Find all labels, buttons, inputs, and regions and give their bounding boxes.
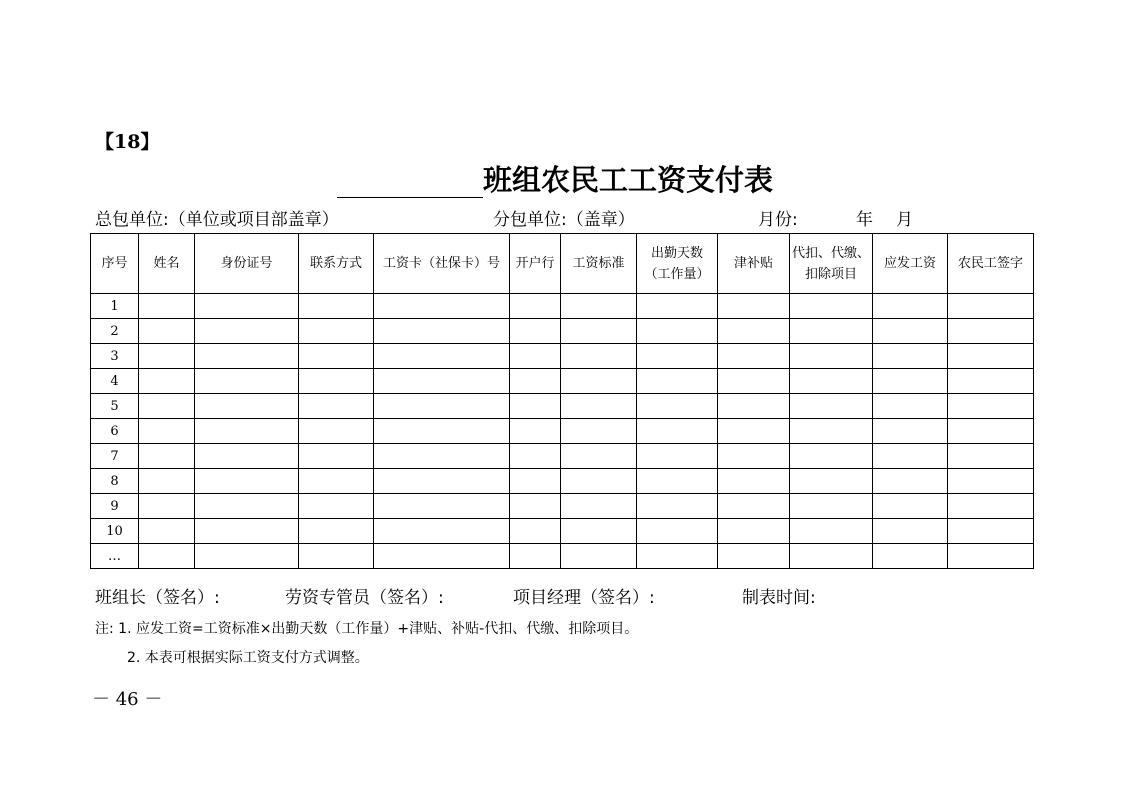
table-cell bbox=[195, 519, 299, 544]
table-cell bbox=[195, 294, 299, 319]
team-leader-signature-label: 班组长（签名）: bbox=[95, 588, 220, 608]
table-cell bbox=[873, 394, 948, 419]
column-header-text: 工资卡（社保卡）号 bbox=[382, 256, 500, 271]
column-header-text: 姓名 bbox=[153, 256, 180, 271]
table-row bbox=[91, 344, 1034, 369]
table-cell bbox=[873, 344, 948, 369]
title-block bbox=[337, 162, 773, 198]
column-header bbox=[374, 234, 510, 294]
column-header-text: 开户行 bbox=[515, 256, 555, 271]
table-cell bbox=[561, 469, 637, 494]
table-cell bbox=[510, 294, 561, 319]
month-label: 月份: bbox=[758, 210, 798, 230]
column-header-text: 出勤天数 bbox=[650, 245, 703, 261]
table-cell bbox=[873, 444, 948, 469]
table-cell bbox=[718, 519, 790, 544]
table-cell bbox=[299, 544, 374, 569]
column-header-text: （工作量） bbox=[644, 266, 710, 282]
table-cell bbox=[790, 544, 873, 569]
table-cell bbox=[637, 469, 718, 494]
table-cell bbox=[139, 394, 195, 419]
table-cell bbox=[637, 319, 718, 344]
table-cell bbox=[948, 344, 1034, 369]
table-cell bbox=[139, 419, 195, 444]
column-header-text: 身份证号 bbox=[220, 256, 273, 271]
table-cell bbox=[510, 394, 561, 419]
column-header bbox=[790, 234, 873, 294]
table-row bbox=[91, 319, 1034, 344]
column-header bbox=[873, 234, 948, 294]
table-cell bbox=[637, 369, 718, 394]
table-cell bbox=[195, 419, 299, 444]
table-cell bbox=[637, 394, 718, 419]
table-cell bbox=[718, 444, 790, 469]
table-cell bbox=[510, 519, 561, 544]
table-cell bbox=[718, 319, 790, 344]
team-name-blank bbox=[337, 164, 483, 198]
column-header-text: 联系方式 bbox=[309, 256, 362, 271]
table-row bbox=[91, 494, 1034, 519]
table-cell bbox=[948, 319, 1034, 344]
page-number: － 46 － bbox=[92, 689, 163, 710]
table-cell bbox=[873, 294, 948, 319]
table-row bbox=[91, 394, 1034, 419]
table-cell bbox=[510, 444, 561, 469]
table-cell bbox=[790, 394, 873, 419]
table-cell bbox=[873, 519, 948, 544]
table-cell bbox=[374, 319, 510, 344]
labor-officer-signature-label: 劳资专管员（签名）: bbox=[285, 588, 444, 608]
table-cell bbox=[873, 494, 948, 519]
note-line-2: 2. 本表可根据实际工资支付方式调整。 bbox=[127, 650, 369, 666]
table-cell bbox=[195, 344, 299, 369]
table-cell bbox=[139, 519, 195, 544]
table-cell bbox=[299, 494, 374, 519]
row-number-cell: 3 bbox=[91, 344, 139, 369]
row-number-cell: 9 bbox=[91, 494, 139, 519]
table-cell bbox=[195, 394, 299, 419]
table-cell bbox=[374, 394, 510, 419]
table-cell bbox=[374, 544, 510, 569]
table-cell bbox=[561, 294, 637, 319]
table-cell bbox=[195, 469, 299, 494]
table-cell bbox=[948, 544, 1034, 569]
table-cell bbox=[510, 369, 561, 394]
table-cell bbox=[790, 419, 873, 444]
table-cell bbox=[299, 519, 374, 544]
row-number-cell: 7 bbox=[91, 444, 139, 469]
column-header bbox=[139, 234, 195, 294]
column-header-text: 应发工资 bbox=[883, 256, 936, 271]
row-number-cell: 6 bbox=[91, 419, 139, 444]
table-cell bbox=[510, 469, 561, 494]
table-cell bbox=[299, 419, 374, 444]
table-cell bbox=[790, 294, 873, 319]
table-row bbox=[91, 544, 1034, 569]
table-cell bbox=[561, 519, 637, 544]
column-header-text: 工资标准 bbox=[572, 256, 625, 271]
table-cell bbox=[195, 544, 299, 569]
table-cell bbox=[561, 319, 637, 344]
row-number-cell: 5 bbox=[91, 394, 139, 419]
table-cell bbox=[374, 419, 510, 444]
month-unit-label: 月 bbox=[896, 210, 913, 230]
table-cell bbox=[139, 369, 195, 394]
table-cell bbox=[510, 419, 561, 444]
table-cell bbox=[718, 544, 790, 569]
table-row bbox=[91, 469, 1034, 494]
table-cell bbox=[561, 369, 637, 394]
column-header-text: 津补贴 bbox=[733, 256, 773, 271]
table-cell bbox=[637, 544, 718, 569]
table-cell bbox=[374, 469, 510, 494]
table-cell bbox=[299, 344, 374, 369]
table-cell bbox=[139, 494, 195, 519]
table-cell bbox=[718, 294, 790, 319]
row-number-cell: 4 bbox=[91, 369, 139, 394]
page-title: 班组农民工工资支付表 bbox=[483, 163, 774, 197]
table-cell bbox=[195, 444, 299, 469]
table-cell bbox=[299, 369, 374, 394]
table-cell bbox=[299, 319, 374, 344]
table-cell bbox=[195, 319, 299, 344]
column-header bbox=[510, 234, 561, 294]
table-row bbox=[91, 419, 1034, 444]
table-cell bbox=[510, 344, 561, 369]
table-cell bbox=[374, 369, 510, 394]
table-cell bbox=[299, 469, 374, 494]
table-cell bbox=[139, 294, 195, 319]
table-cell bbox=[948, 419, 1034, 444]
table-cell bbox=[873, 419, 948, 444]
table-cell bbox=[718, 394, 790, 419]
table-cell bbox=[374, 294, 510, 319]
column-header bbox=[91, 234, 139, 294]
table-cell bbox=[637, 294, 718, 319]
table-cell bbox=[637, 494, 718, 519]
table-row bbox=[91, 444, 1034, 469]
table-cell bbox=[948, 369, 1034, 394]
table-cell bbox=[299, 394, 374, 419]
table-cell bbox=[790, 494, 873, 519]
table-cell bbox=[718, 344, 790, 369]
form-number: 【18】 bbox=[95, 131, 160, 153]
table-cell bbox=[637, 519, 718, 544]
table-cell bbox=[561, 394, 637, 419]
column-header-text: 农民工签字 bbox=[957, 256, 1023, 271]
column-header bbox=[718, 234, 790, 294]
table-cell bbox=[139, 319, 195, 344]
table-cell bbox=[637, 419, 718, 444]
column-header bbox=[948, 234, 1034, 294]
year-label: 年 bbox=[856, 210, 873, 230]
table-row bbox=[91, 294, 1034, 319]
table-cell bbox=[510, 319, 561, 344]
general-contractor-label: 总包单位:（单位或项目部盖章） bbox=[95, 210, 339, 230]
table-cell bbox=[873, 544, 948, 569]
table-cell bbox=[374, 519, 510, 544]
row-number-cell: 2 bbox=[91, 319, 139, 344]
table-cell bbox=[873, 369, 948, 394]
table-cell bbox=[718, 369, 790, 394]
table-cell bbox=[948, 469, 1034, 494]
table-cell bbox=[873, 469, 948, 494]
table-cell bbox=[139, 344, 195, 369]
table-cell bbox=[718, 469, 790, 494]
table-cell bbox=[948, 494, 1034, 519]
table-cell bbox=[718, 494, 790, 519]
column-header bbox=[195, 234, 299, 294]
column-header bbox=[561, 234, 637, 294]
table-cell bbox=[299, 294, 374, 319]
table-cell bbox=[561, 544, 637, 569]
table-cell bbox=[948, 519, 1034, 544]
table-header-row bbox=[91, 234, 1034, 294]
row-number-cell: 1 bbox=[91, 294, 139, 319]
table-cell bbox=[561, 344, 637, 369]
table-cell bbox=[195, 494, 299, 519]
table-cell bbox=[873, 319, 948, 344]
note-line-1: 注: 1. 应发工资=工资标准×出勤天数（工作量）+津贴、补贴-代扣、代缴、扣除项目。 bbox=[95, 621, 639, 637]
table-cell bbox=[790, 319, 873, 344]
table-cell bbox=[510, 544, 561, 569]
prepared-time-label: 制表时间: bbox=[742, 588, 816, 608]
column-header bbox=[299, 234, 374, 294]
project-manager-signature-label: 项目经理（签名）: bbox=[513, 588, 655, 608]
column-header-text: 扣除项目 bbox=[804, 266, 857, 282]
table-cell bbox=[718, 419, 790, 444]
table-body bbox=[91, 294, 1034, 569]
table-cell bbox=[139, 469, 195, 494]
subcontractor-label: 分包单位:（盖章） bbox=[493, 210, 635, 230]
column-header bbox=[637, 234, 718, 294]
table-row bbox=[91, 369, 1034, 394]
table-cell bbox=[790, 369, 873, 394]
table-cell bbox=[195, 369, 299, 394]
table-cell bbox=[790, 344, 873, 369]
table-cell bbox=[637, 344, 718, 369]
table-cell bbox=[374, 494, 510, 519]
row-number-cell: … bbox=[91, 544, 139, 569]
table-cell bbox=[374, 444, 510, 469]
table-row bbox=[91, 519, 1034, 544]
table-cell bbox=[561, 419, 637, 444]
table-cell bbox=[139, 444, 195, 469]
table-cell bbox=[561, 444, 637, 469]
column-header-text: 序号 bbox=[101, 256, 128, 271]
table-cell bbox=[139, 544, 195, 569]
row-number-cell: 8 bbox=[91, 469, 139, 494]
table-cell bbox=[561, 494, 637, 519]
table-cell bbox=[790, 469, 873, 494]
table-cell bbox=[948, 394, 1034, 419]
table-cell bbox=[637, 444, 718, 469]
table-cell bbox=[948, 294, 1034, 319]
table-cell bbox=[790, 519, 873, 544]
wage-payment-table bbox=[90, 233, 1034, 569]
table-cell bbox=[790, 444, 873, 469]
table-cell bbox=[299, 444, 374, 469]
column-header-text: 代扣、代缴、 bbox=[791, 245, 870, 261]
table-cell bbox=[374, 344, 510, 369]
table-cell bbox=[510, 494, 561, 519]
row-number-cell: 10 bbox=[91, 519, 139, 544]
table-cell bbox=[948, 444, 1034, 469]
